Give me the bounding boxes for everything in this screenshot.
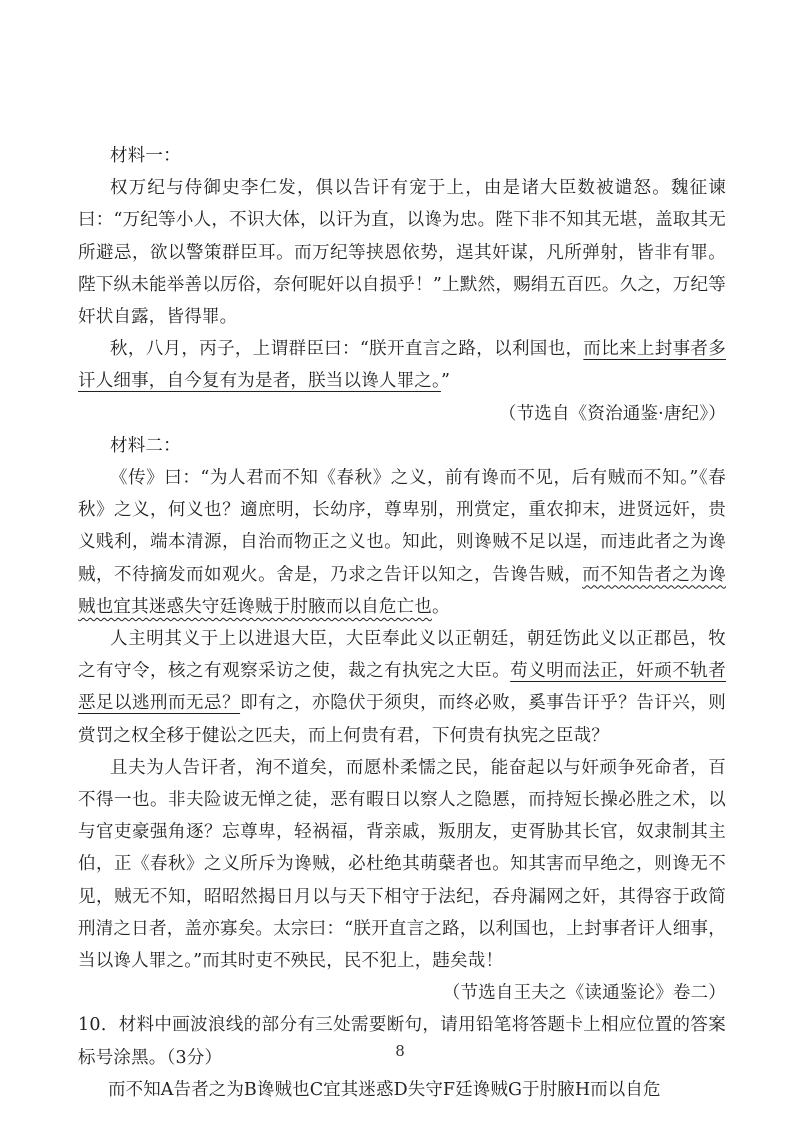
wavy-underlined-passage: 而不知告者之为谗贼也宜其迷惑失守廷谗贼于肘腋而以自危亡也 [78, 564, 726, 617]
period-mark: 。 [432, 596, 450, 617]
material2-paragraph-2 [78, 623, 726, 752]
material2-source: （节选自王夫之《读通鉴论》卷二） [442, 983, 726, 1004]
material2-paragraph-3: 且夫为人告讦者，洵不道矣，而愿朴柔懦之民，能奋起以与奸顽争死命者，百不得一也。非夫险诐无惮之徒，恶有暇日以察人之隐慝，而持短长操必胜之术，以与官吏豪强角逐？忘尊卑，轻祸福，背亲戚，叛朋友，吏胥胁其长官，奴隶制其主伯，正《春秋》之义所斥为谗贼，必杜绝其萌蘖者也。知其害而早绝之，则谗无不见，贼无不知，昭昭然揭日月以与天下相守于法纪，吞舟漏网之奸，其得容于政简刑清之日者，盖亦寡矣。太宗曰：“朕开直言之路，以利国也，上封事者讦人细事，当以谗人罪之。”而其时吏不殃民，民不犯上，韪矣哉！ [78, 757, 726, 972]
material1-paragraph-2-text: 秋，八月，丙子，上谓群臣曰：“朕开直言之路，以利国也， [110, 339, 584, 360]
material2-paragraph-1-text: 《传》曰：“为人君而不知《春秋》之义，前有谗而不见，后有贼而不知。”《春秋》之义，何义也？適庶明，长幼序，尊卑别，刑赏定，重农抑末，进贤远奸，贵义贱利，端本清源，自治而物正之义也。知此，则谗贼不足以逞，而违此者之为谗贼，不待摘发而如观火。舍是，乃求之告讦以知之，告谗告贼， [78, 468, 726, 585]
material2-heading: 材料二： [110, 435, 181, 456]
question-10-options: 而不知A告者之为B谗贼也C宜其迷惑D失守F廷谗贼G于肘腋H而以自危 [108, 1079, 661, 1100]
material1-heading: 材料一： [110, 146, 181, 166]
material2-paragraph-1 [78, 462, 726, 623]
closing-quote: ” [440, 371, 451, 392]
underlined-sentence-2: 苟义明而法正，奸顽不轨者恶足以逃刑而无忌？ [78, 661, 726, 714]
page-number: 8 [395, 1042, 405, 1060]
material2-paragraph-2-rest: 即有之，亦隐伏于须臾，而终必败，奚事告讦乎？告讦兴，则赏罚之权全移于健讼之匹夫，而上何贵有君，下何贵有执宪之臣哉？ [78, 693, 726, 746]
material1-paragraph-2 [78, 333, 726, 397]
material2-paragraph-2-text: 人主明其义于上以进退大臣，大臣奉此义以正朝廷，朝廷饬此义以正郡邑，牧之有守令，核之有观察采访之使，裁之有执宪之大臣。 [78, 629, 726, 682]
material1-source: （节选自《资治通鉴·唐纪》） [498, 403, 726, 424]
material1-paragraph-1: 权万纪与侍御史李仁发，俱以告讦有宠于上，由是诸大臣数被谴怒。魏征谏曰：“万纪等小人，不识大体，以讦为直，以谗为忠。陛下非不知其无堪，盖取其无所避忌，欲以警策群臣耳。而万纪等挟恩依势，逞其奸谋，凡所弹射，皆非有罪。陛下纵未能举善以厉俗，奈何昵奸以自损乎！”上默然，赐绢五百匹。久之，万纪等奸状自露，皆得罪。 [78, 178, 726, 328]
question-10-stem: 10．材料中画波浪线的部分有三处需要断句，请用铅笔将答题卡上相应位置的答案标号涂黑。（3分） [78, 1015, 726, 1068]
underlined-sentence-1: 而比来上封事者多讦人细事，自今复有为是者，朕当以谗人罪之。 [78, 339, 726, 392]
page-content [78, 140, 726, 1106]
